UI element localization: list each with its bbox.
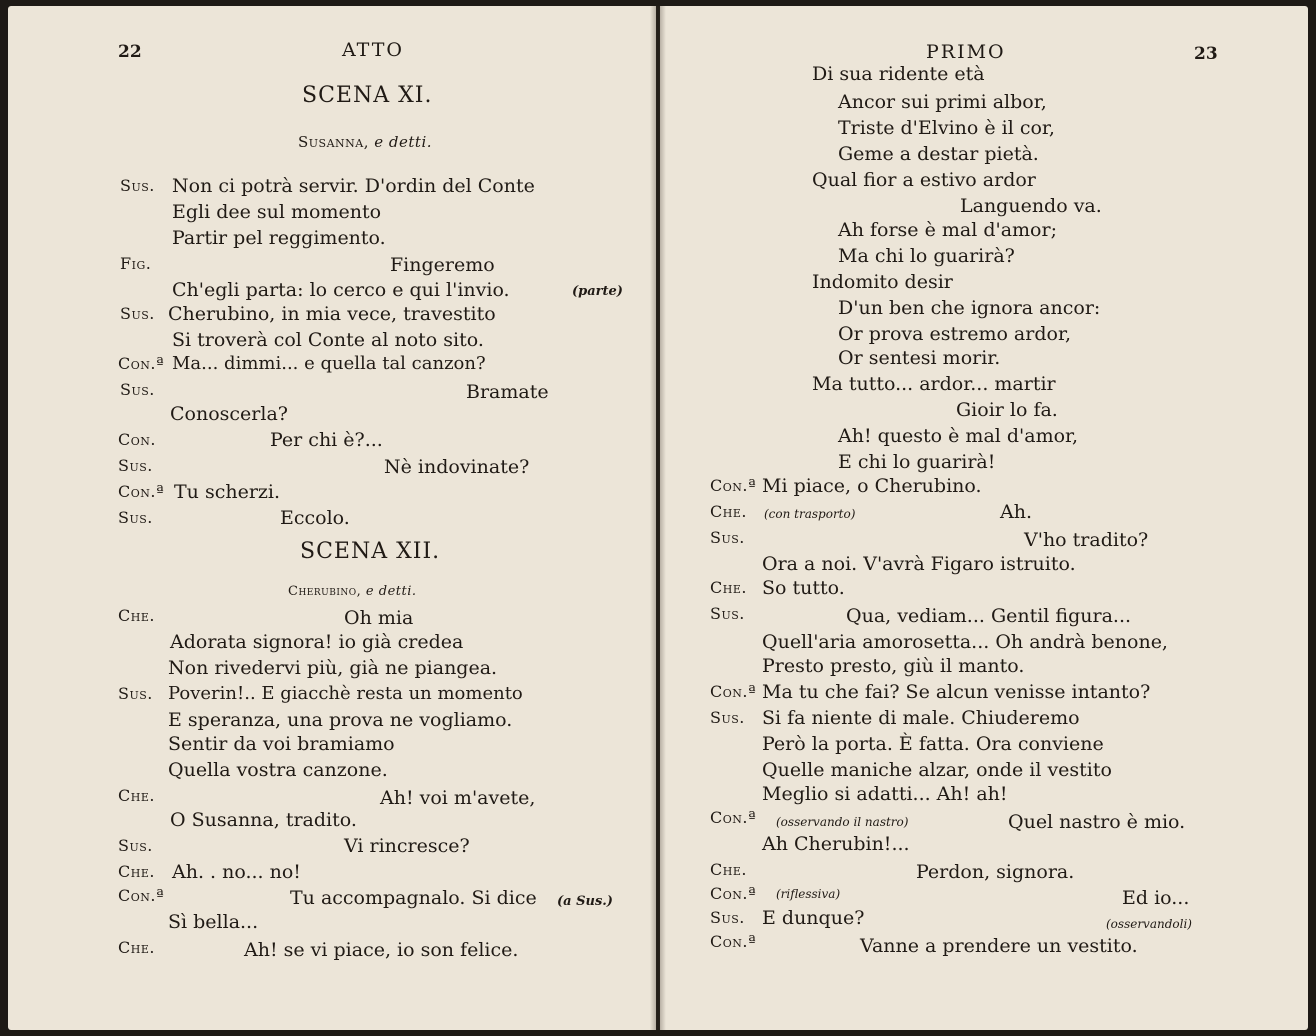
scene-subtitle: Susanna, e detti. [298,133,433,151]
speaker-tag: Sus. [710,908,745,927]
speaker-tag: Con. [118,430,156,449]
dialogue-line: Ed io... [1122,887,1190,909]
speaker-tag: Con.ª [118,354,165,373]
dialogue-line: Oh mia [344,607,414,629]
verse-line: Ancor sui primi albor, [838,91,1047,113]
speaker-tag: Che. [118,786,155,805]
dialogue-line: Ch'egli parta: lo cerco e qui l'invio. [172,279,510,301]
dialogue-line: Eccolo. [280,507,350,529]
dialogue-line: Non ci potrà servir. D'ordin del Conte [172,175,535,197]
page-number: 22 [118,42,142,62]
dialogue-line: Conoscerla? [170,403,288,425]
dialogue-line: Ma... dimmi... e quella tal canzon? [172,353,486,374]
dialogue-line: Si fa niente di male. Chiuderemo [762,707,1080,729]
speaker-tag: Con.ª [118,886,165,905]
speaker-tag: Sus. [710,528,745,547]
verse-line: Indomito desir [812,271,953,293]
dialogue-line: Quelle maniche alzar, onde il vestito [762,759,1112,781]
speaker-tag: Fig. [120,254,152,273]
verse-line: Or sentesi morir. [838,347,1001,369]
dialogue-line: Però la porta. È fatta. Ora conviene [762,733,1104,755]
stage-direction: (osservandoli) [1106,917,1192,931]
dialogue-line: Si troverà col Conte al noto sito. [172,329,484,351]
speaker-tag: Con.ª [710,682,757,701]
dialogue-line: Vi rincresce? [344,835,470,857]
dialogue-line: Partir pel reggimento. [172,227,386,249]
dialogue-line: Quel nastro è mio. [1008,811,1186,833]
verse-line: Geme a destar pietà. [838,143,1039,165]
dialogue-line: Ora a noi. V'avrà Figaro istruito. [762,553,1076,575]
page-number: 23 [1194,44,1218,64]
verse-line: E chi lo guarirà! [838,451,996,473]
dialogue-line: E speranza, una prova ne vogliamo. [168,709,513,731]
speaker-tag: Sus. [118,836,153,855]
stage-direction: (con trasporto) [764,507,856,521]
stage-direction: (riflessiva) [776,887,841,901]
dialogue-line: Fingeremo [390,254,495,276]
running-head: PRIMO [926,41,1006,63]
speaker-tag: Sus. [710,604,745,623]
dialogue-line: Ah! voi m'avete, [380,787,536,809]
dialogue-line: Meglio si adatti... Ah! ah! [762,783,1008,805]
dialogue-line: Ah. . no... no! [172,861,301,883]
dialogue-line: Cherubino, in mia vece, travestito [168,303,496,325]
dialogue-line: Qua, vediam... Gentil figura... [846,605,1132,627]
dialogue-line: Mi piace, o Cherubino. [762,475,982,497]
verse-line: Languendo va. [960,195,1102,217]
dialogue-line: V'ho tradito? [1024,529,1149,551]
verse-line: Ma tutto... ardor... martir [812,373,1056,395]
speaker-tag: Sus. [710,708,745,727]
verse-line: Or prova estremo ardor, [838,323,1071,345]
dialogue-line: O Susanna, tradito. [170,809,357,831]
scene-title: SCENA XI. [302,83,433,108]
dialogue-line: Sì bella... [168,911,259,933]
scene-subtitle: Cherubino, e detti. [288,584,417,599]
verse-line: Triste d'Elvino è il cor, [838,117,1055,139]
dialogue-line: Presto presto, giù il manto. [762,655,1025,677]
speaker-tag: Sus. [120,380,155,399]
dialogue-line: So tutto. [762,577,845,599]
speaker-tag: Sus. [118,456,153,475]
stage-direction: (osservando il nastro) [776,815,909,829]
verse-line: Ah forse è mal d'amor; [838,219,1057,241]
speaker-tag: Sus. [118,684,153,703]
dialogue-line: Adorata signora! io già credea [170,631,464,653]
dialogue-line: Per chi è?... [270,429,383,451]
dialogue-line: E dunque? [762,907,865,929]
dialogue-line: Ah. [1000,501,1032,523]
running-head: ATTO [342,39,404,61]
speaker-tag: Che. [710,860,747,879]
speaker-tag: Con.ª [710,808,757,827]
speaker-tag: Con.ª [710,932,757,951]
speaker-tag: Con.ª [118,482,165,501]
stage-direction: (parte) [572,284,623,299]
speaker-tag: Con.ª [710,476,757,495]
dialogue-line: Quella vostra canzone. [168,759,388,781]
dialogue-line: Ah! se vi piace, io son felice. [244,939,519,961]
dialogue-line: Perdon, signora. [916,861,1075,883]
verse-line: Ma chi lo guarirà? [838,245,1015,267]
dialogue-line: Ah Cherubin!... [762,833,910,855]
dialogue-line: Egli dee sul momento [172,201,382,223]
speaker-tag: Che. [118,862,155,881]
dialogue-line: Quell'aria amorosetta... Oh andrà benone, [762,631,1168,653]
speaker-tag: Sus. [118,508,153,527]
speaker-tag: Che. [118,938,155,957]
scene-title: SCENA XII. [300,539,441,564]
dialogue-line: Vanne a prendere un vestito. [860,935,1138,957]
stage-direction: (a Sus.) [557,894,613,909]
speaker-tag: Sus. [120,304,155,323]
speaker-tag: Che. [710,502,747,521]
speaker-tag: Sus. [120,176,155,195]
dialogue-line: Sentir da voi bramiamo [168,733,395,755]
dialogue-line: Nè indovinate? [384,456,530,478]
book-gutter [650,6,666,1030]
dialogue-line: Non rivedervi più, già ne piangea. [168,657,498,679]
speaker-tag: Con.ª [710,884,757,903]
dialogue-line: Tu accompagnalo. Si dice [290,887,537,909]
dialogue-line: Ma tu che fai? Se alcun venisse intanto? [762,681,1151,703]
verse-line: Di sua ridente età [812,63,985,85]
verse-line: Qual fior a estivo ardor [812,169,1036,191]
dialogue-line: Bramate [466,381,549,403]
dialogue-line: Tu scherzi. [174,481,281,503]
verse-line: Gioir lo fa. [956,399,1058,421]
dialogue-line: Poverin!.. E giacchè resta un momento [168,683,523,704]
speaker-tag: Che. [118,606,155,625]
verse-line: D'un ben che ignora ancor: [838,297,1101,319]
speaker-tag: Che. [710,578,747,597]
verse-line: Ah! questo è mal d'amor, [838,425,1079,447]
